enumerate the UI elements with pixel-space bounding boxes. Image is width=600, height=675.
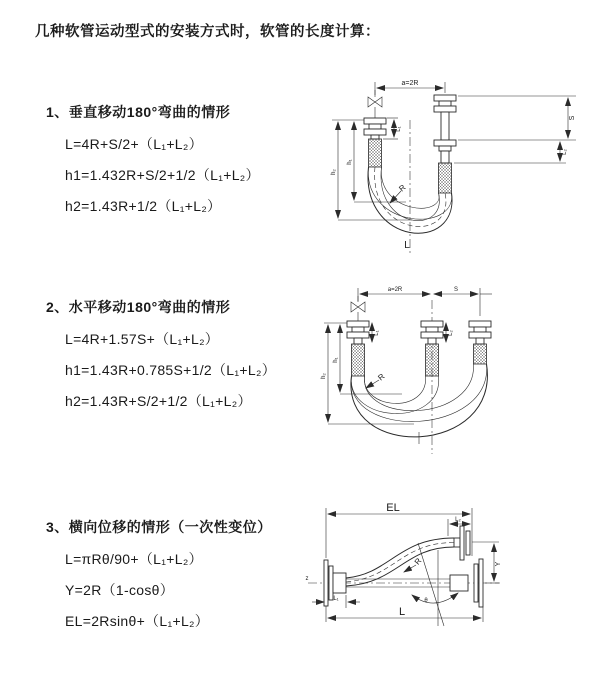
svg-text:h₂: h₂ <box>331 169 337 175</box>
right-hose-fitting <box>434 95 456 193</box>
valve-icon <box>368 90 382 118</box>
svg-text:a=2R: a=2R <box>401 80 419 87</box>
section-2-formula-h1: h1=1.43R+0.785S+1/2（L₁+L₂） <box>65 362 276 378</box>
section-1-formula-L: L=4R+S/2+（L₁+L₂） <box>65 136 203 152</box>
dimension-L1 <box>372 323 380 342</box>
section-2-formula-L: L=4R+1.57S+（L₁+L₂） <box>65 331 220 347</box>
svg-text:L₁: L₁ <box>396 126 402 132</box>
section-3-formula-Y: Y=2R（1-cosθ） <box>65 582 175 598</box>
section-2-formula-h2: h2=1.43R+S/2+1/2（L₁+L₂） <box>65 393 252 409</box>
dimension-L2 <box>446 323 454 342</box>
section-1-formula-h2: h2=1.43R+1/2（L₁+L₂） <box>65 198 222 214</box>
svg-text:S: S <box>569 115 576 121</box>
dimension-L1 <box>312 595 360 608</box>
length-label: L <box>398 606 406 618</box>
section-2-heading: 2、水平移动180°弯曲的情形 <box>46 299 231 315</box>
svg-text:L₁: L₁ <box>374 330 380 336</box>
dimension-a-2R <box>358 287 480 316</box>
dimension-S <box>434 287 492 294</box>
section-1-heading: 1、垂直移动180°弯曲的情形 <box>46 104 231 120</box>
upper-flange-fitting <box>454 526 470 560</box>
dimension-h2 <box>321 325 414 424</box>
left-hose-fitting <box>364 118 386 167</box>
section-3-formula-EL: EL=2Rsinθ+（L₁+L₂） <box>65 613 210 629</box>
svg-text:h₁: h₁ <box>347 159 353 165</box>
svg-text:L₂: L₂ <box>448 330 454 336</box>
svg-text:R: R <box>397 182 408 194</box>
svg-text:R: R <box>376 371 387 383</box>
svg-text:h₁: h₁ <box>333 357 339 363</box>
diagram-lateral-displacement <box>298 498 598 668</box>
svg-text:a=2R: a=2R <box>387 287 403 293</box>
dimension-S <box>458 96 576 140</box>
radius-leader <box>404 556 424 572</box>
left-hose-fitting <box>347 321 369 376</box>
EL-label: EL <box>386 502 400 514</box>
svg-text:R: R <box>412 556 424 567</box>
dimension-a-2R <box>375 80 445 95</box>
middle-hose-fitting <box>421 321 443 376</box>
svg-text:Y: Y <box>495 561 502 567</box>
svg-text:h₂: h₂ <box>321 373 327 379</box>
radius-leader <box>366 372 387 388</box>
section-3-formula-L: L=πRθ/90+（L₁+L₂） <box>65 551 203 567</box>
dimension-EL <box>326 502 472 558</box>
svg-text:θ: θ <box>424 598 428 604</box>
length-label: L <box>404 240 410 251</box>
section-3-heading: 3、横向位移的情形（一次性变位） <box>46 519 272 535</box>
radius-leader <box>390 183 408 203</box>
svg-text:S: S <box>453 287 459 293</box>
svg-text:L₂: L₂ <box>562 149 568 155</box>
section-1-formula-h1: h1=1.432R+S/2+1/2（L₁+L₂） <box>65 167 260 183</box>
diagram-vertical-180-bend <box>310 68 594 266</box>
dimension-L2 <box>454 142 568 163</box>
right-hose-fitting <box>469 321 491 364</box>
svg-text:L₁: L₁ <box>333 596 339 602</box>
dimension-L <box>326 606 483 622</box>
valve-icon <box>351 296 365 321</box>
hose-u-bend <box>351 364 488 444</box>
svg-text:z: z <box>305 576 309 582</box>
diagram-horizontal-180-bend <box>310 276 594 466</box>
svg-text:L₂: L₂ <box>455 517 461 523</box>
right-flange-fitting <box>450 559 483 607</box>
page-title: 几种软管运动型式的安装方式时，软管的长度计算： <box>35 24 380 40</box>
